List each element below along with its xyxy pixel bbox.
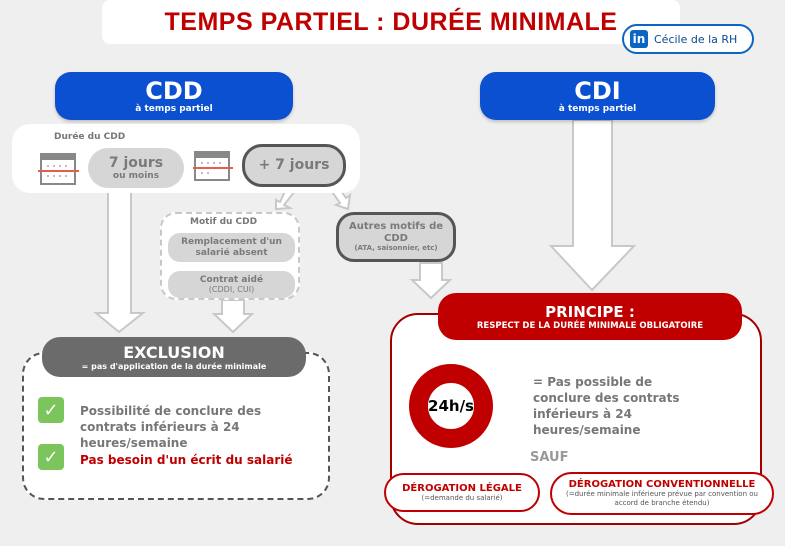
exclusion-item: Possibilité de conclure des contrats inférieurs à 24 heures/semaine (80, 404, 262, 450)
derogation-legale (384, 473, 540, 512)
cdd-header (55, 72, 293, 120)
derogation-conventionnelle (550, 472, 774, 515)
exclusion-subtitle: = pas d'application de la durée minimale (81, 362, 267, 371)
cdi-subtitle: à temps partiel (558, 104, 637, 114)
short-duration-option (88, 148, 184, 188)
short-duration-main: 7 jours (108, 154, 164, 171)
other-motifs (336, 212, 456, 262)
arrow-autres (412, 263, 450, 298)
arrow-exclusion (96, 190, 143, 332)
principe-title: PRINCIPE : (545, 302, 635, 321)
motif-item (168, 271, 295, 298)
calendar-icon (194, 148, 232, 184)
long-duration-option (242, 144, 346, 187)
motif-item-main: Remplacement d'un salarié absent (181, 237, 282, 258)
cdd-title: CDD (145, 77, 203, 105)
derogation-title: DÉROGATION CONVENTIONNELLE (568, 479, 756, 490)
other-motifs-sub: (ATA, saisonnier, etc) (354, 244, 438, 253)
calendar-icon (40, 150, 78, 186)
exclusion-item: Pas besoin d'un écrit du salarié (80, 453, 293, 467)
duration-label: Durée du CDD (54, 132, 126, 142)
arrow-motif (214, 300, 252, 332)
derogation-sub: (=demande du salarié) (421, 494, 503, 502)
check-icon: ✓ (38, 444, 64, 470)
principe-header (438, 293, 742, 340)
exclusion-title: EXCLUSION (123, 343, 225, 362)
other-motifs-main: Autres motifs de CDD (349, 221, 444, 244)
cdd-subtitle: à temps partiel (135, 104, 213, 114)
arrow-cdi (551, 120, 634, 290)
long-duration-main: + 7 jours (258, 157, 330, 174)
check-icon: ✓ (38, 397, 64, 423)
motif-label: Motif du CDD (190, 217, 258, 227)
derogation-title: DÉROGATION LÉGALE (402, 483, 522, 494)
principe-text: = Pas possible de conclure des contrats inférieurs à 24 heures/semaine (533, 375, 680, 437)
cdi-title: CDI (574, 77, 621, 105)
speed-limit-sign-icon (409, 364, 493, 448)
cdi-header (480, 72, 715, 120)
linkedin-icon: in (630, 30, 648, 48)
sauf-label: SAUF (530, 450, 569, 465)
motif-item-main: Contrat aidé (199, 274, 264, 285)
page-title: TEMPS PARTIEL : DURÉE MINIMALE (102, 0, 680, 44)
derogation-sub: (=durée minimale inférieure prévue par convention ou accord de branche étendu) (566, 490, 758, 507)
author-name: Cécile de la RH (654, 32, 738, 46)
motif-item-sub: (CDDI, CUI) (208, 285, 255, 295)
speed-limit-label: 24h/s (428, 397, 474, 415)
principe-subtitle: RESPECT DE LA DURÉE MINIMALE OBLIGATOIRE (476, 320, 704, 331)
exclusion-header (42, 337, 306, 377)
short-duration-sub: ou moins (112, 170, 160, 181)
motif-item (168, 233, 295, 262)
